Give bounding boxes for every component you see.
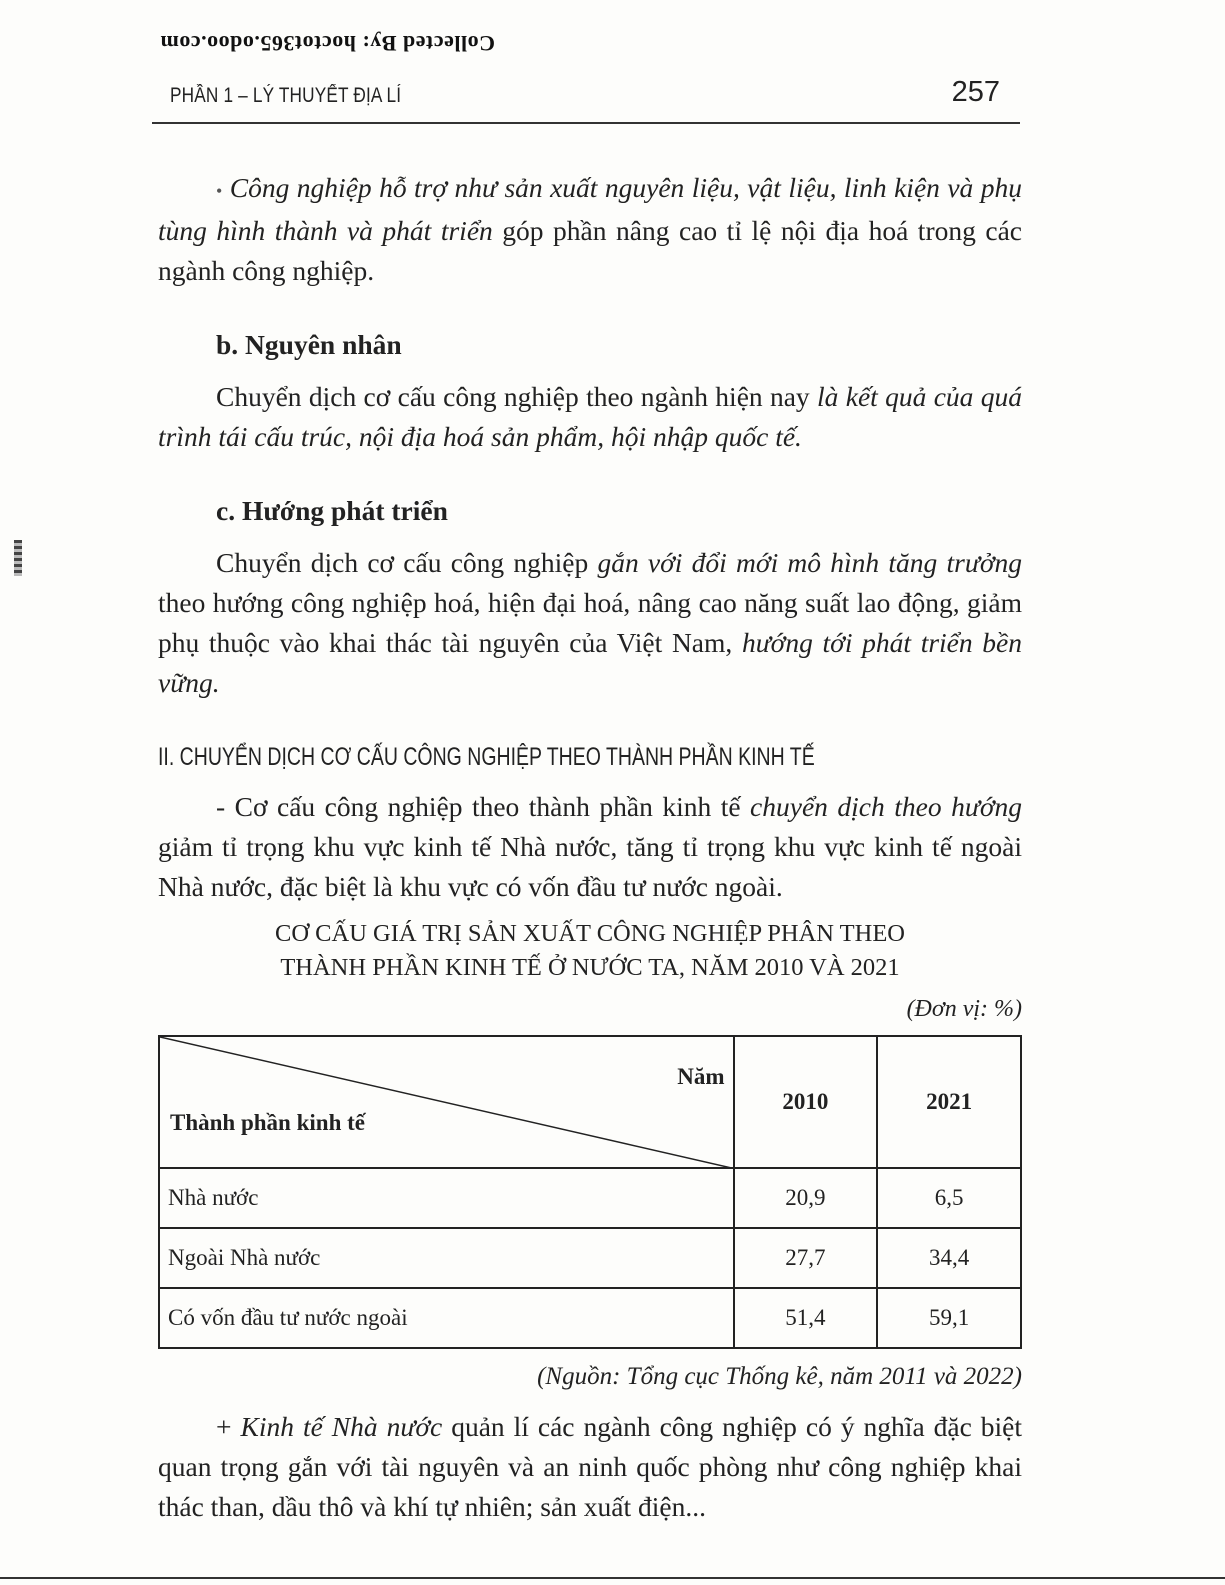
table-caption-line-1: CƠ CẤU GIÁ TRỊ SẢN XUẤT CÔNG NGHIỆP PHÂN THEO	[275, 920, 905, 947]
direction-text-2: theo hướng công nghiệp hoá, hiện đại hoá, nâng cao năng suất lao động, giảm phụ thuộc vào khai thác tài nguyên của Việt Nam,	[158, 587, 1022, 658]
page-body	[158, 168, 1022, 1527]
row-value-2021: 34,4	[877, 1228, 1021, 1288]
intro-italic: Công nghiệp hỗ trợ như sản xuất nguyên liệu, vật liệu, linh kiện và phụ tùng hình thành và phát triển	[158, 172, 1023, 246]
data-table	[158, 1035, 1022, 1349]
row-name: Nhà nước	[159, 1168, 734, 1228]
table-row	[159, 1288, 1021, 1348]
bullet: •	[216, 181, 223, 201]
row-name: Ngoài Nhà nước	[159, 1228, 734, 1288]
cause-paragraph	[158, 377, 1022, 457]
closing-text: quản lí các ngành công nghiệp có ý nghĩa đặc biệt quan trọng gắn với tài nguyên và an ninh quốc phòng như công nghiệp khai thác than, dầu thô và khí tự nhiên; sản xuất điện...	[158, 1411, 1022, 1522]
intro-rest: góp phần nâng cao tỉ lệ nội địa hoá trong các ngành công nghiệp.	[158, 215, 1022, 286]
watermark-text: Collected By: hoctot365.odoo.com	[160, 31, 495, 56]
row-value-2010: 20,9	[734, 1168, 878, 1228]
direction-italic-2: hướng tới phát triển bền vững.	[158, 627, 1022, 698]
cause-italic: là kết quả của quá trình tái cấu trúc, nội địa hoá sản phẩm, hội nhập quốc tế.	[158, 381, 1022, 452]
row-value-2010: 51,4	[734, 1288, 878, 1348]
closing-paragraph	[158, 1407, 1022, 1527]
direction-heading: c. Hướng phát triển	[216, 495, 448, 526]
row-value-2021: 6,5	[877, 1168, 1021, 1228]
closing-italic: Kinh tế Nhà nước	[240, 1411, 443, 1442]
row-name: Có vốn đầu tư nước ngoài	[159, 1288, 734, 1348]
table-row	[159, 1168, 1021, 1228]
section-paragraph	[158, 787, 1022, 907]
section-text-2: giảm tỉ trọng khu vực kinh tế Nhà nước, tăng tỉ trọng khu vực kinh tế ngoài Nhà nước, đặc biệt là khu vực có vốn đầu tư nước ngoài.	[158, 831, 1022, 902]
row-value-2010: 27,7	[734, 1228, 878, 1288]
table-header-row	[159, 1036, 1021, 1168]
table-caption-line-2: THÀNH PHẦN KINH TẾ Ở NƯỚC TA, NĂM 2010 VÀ 2021	[280, 954, 900, 981]
closing-prefix: +	[216, 1411, 241, 1442]
running-title: PHẦN 1 – LÝ THUYẾT ĐỊA LÍ	[170, 84, 402, 107]
direction-paragraph	[158, 543, 1022, 703]
table-source: (Nguồn: Tổng cục Thống kê, năm 2011 và 2022)	[537, 1363, 1022, 1390]
header-year-label: Năm	[677, 1064, 725, 1089]
section-text-1: - Cơ cấu công nghiệp theo thành phần kinh tế	[216, 791, 751, 822]
table-row	[159, 1228, 1021, 1288]
direction-text-1: Chuyển dịch cơ cấu công nghiệp	[216, 547, 598, 578]
page-number: 257	[951, 76, 1000, 108]
header-year-2021: 2021	[877, 1036, 1021, 1168]
section-heading: II. CHUYỂN DỊCH CƠ CẤU CÔNG NGHIỆP THEO THÀNH PHẦN KINH TẾ	[158, 743, 815, 771]
page-header	[152, 74, 1020, 124]
header-year-2010: 2010	[734, 1036, 878, 1168]
page-bottom-border	[0, 1577, 1225, 1579]
header-component-label: Thành phần kinh tế	[170, 1110, 365, 1135]
row-value-2021: 59,1	[877, 1288, 1021, 1348]
table-caption	[158, 917, 1022, 985]
intro-paragraph	[158, 168, 1022, 291]
cause-heading: b. Nguyên nhân	[216, 329, 402, 360]
table-unit: (Đơn vị: %)	[906, 996, 1022, 1022]
cause-text: Chuyển dịch cơ cấu công nghiệp theo ngành hiện nay	[216, 381, 818, 412]
margin-mark	[14, 540, 22, 576]
section-italic: chuyển dịch theo hướng	[750, 791, 1022, 822]
direction-italic-1: gắn với đổi mới mô hình tăng trưởng	[597, 547, 1023, 578]
table-corner-header	[159, 1036, 734, 1168]
